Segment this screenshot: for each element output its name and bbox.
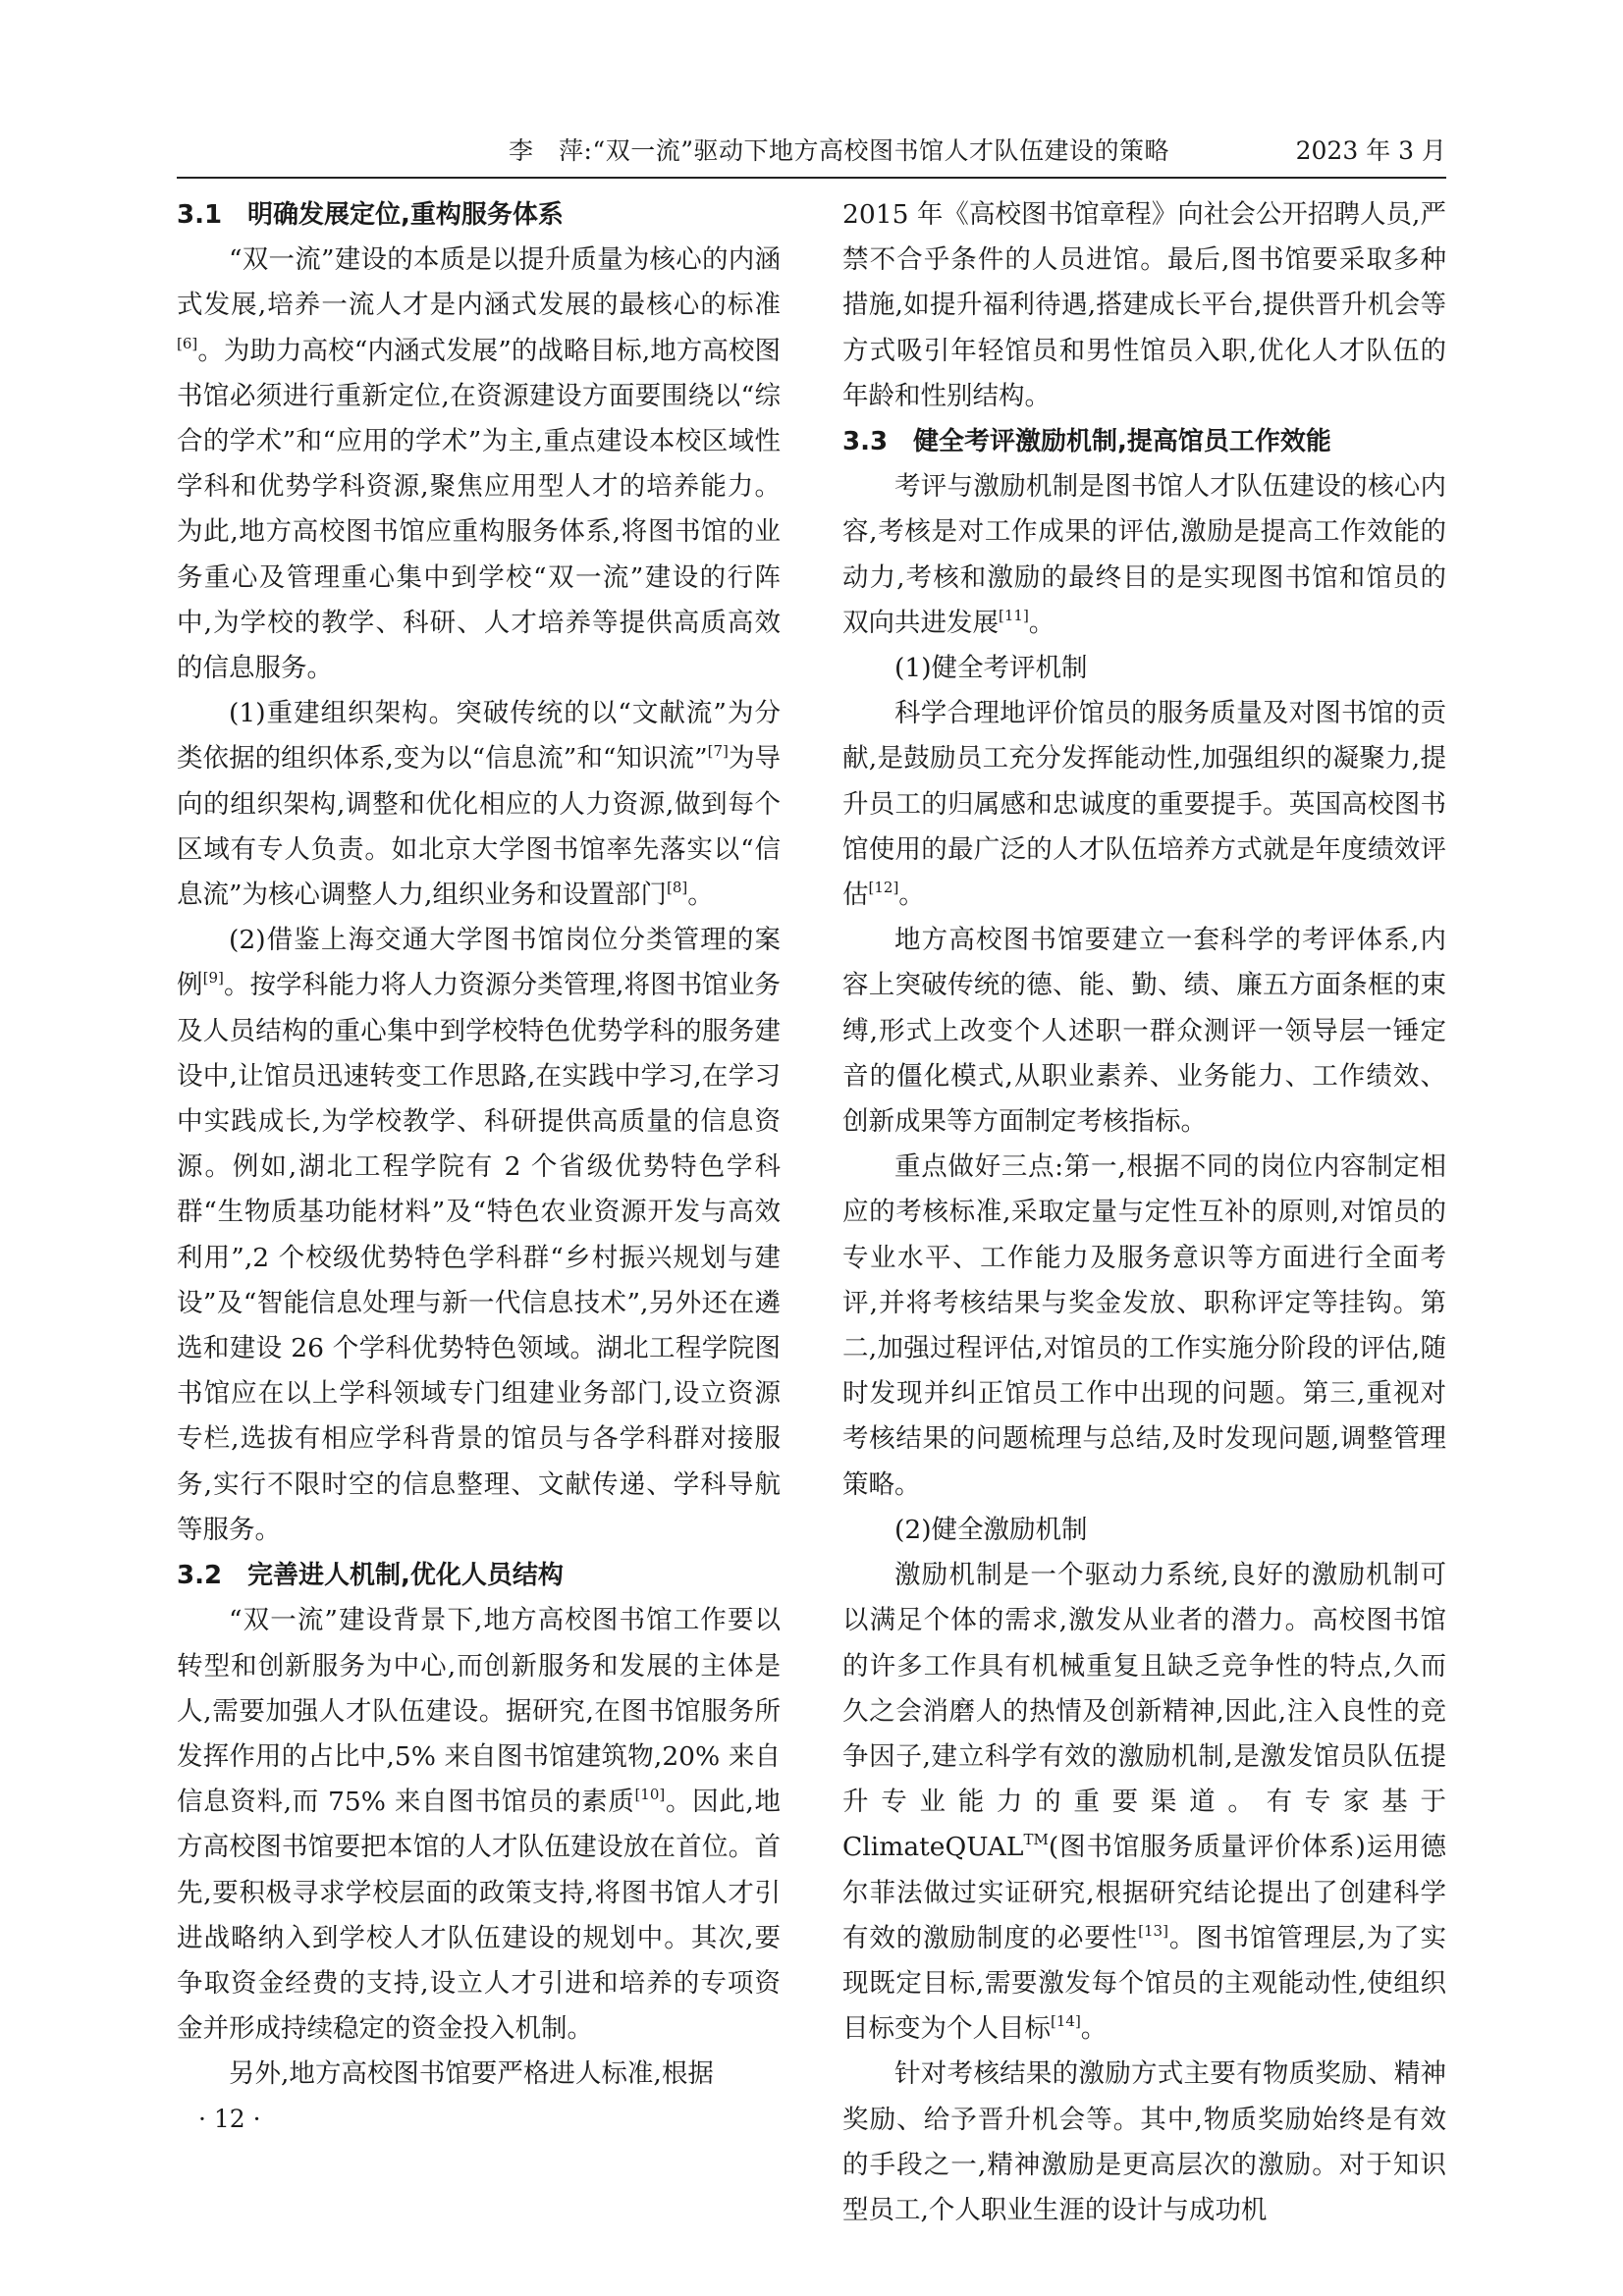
text: (图书馆服务质量评价体系)运用德尔菲法做过实证研究,根据研究结论提出了创建科学有效的激励制度的必要性 xyxy=(842,1832,1446,1953)
subheading: (1)健全考评机制 xyxy=(894,653,1088,684)
text: 。 xyxy=(898,880,925,911)
section-title: 健全考评激励机制,提高馆员工作效能 xyxy=(913,427,1331,457)
paragraph xyxy=(177,1598,781,2052)
paragraph xyxy=(177,238,781,691)
text: (2)借鉴上海交通大学图书馆岗位分类管理的案例 xyxy=(177,925,781,1001)
page-number: · 12 · xyxy=(198,2105,261,2133)
citation: [9] xyxy=(202,969,224,988)
text: 科学合理地评价馆员的服务质量及对图书馆的贡献,是鼓励员工充分发挥能动性,加强组织的凝聚力,提升员工的归属感和忠诚度的重要提手。英国高校图书馆使用的最广泛的人才队伍培养方式就是年度绩效评估 xyxy=(842,698,1446,911)
paragraph: 重点做好三点:第一,根据不同的岗位内容制定相应的考核标准,采取定量与定性互补的原则,对馆员的专业水平、工作能力及服务意识等方面进行全面考评,并将考核结果与奖金发放、职称评定等挂钩。第二,加强过程评估,对馆员的工作实施分阶段的评估,随时发现并纠正馆员工作中出现的问题。第三,重视对考核结果的问题梳理与总结,及时发现问题,调整管理策略。 xyxy=(842,1151,1446,1500)
issue-date: 2023 年 3 月 xyxy=(1295,136,1446,165)
paragraph: 2015 年《高校图书馆章程》向社会公开招聘人员,严禁不合乎条件的人员进馆。最后,图书馆要采取多种措施,如提升福利待遇,搭建成长平台,提供晋升机会等方式吸引年轻馆员和男性馆员入职,优化人才队伍的年龄和性别结构。 xyxy=(842,199,1446,411)
text: 。 xyxy=(1028,607,1055,638)
citation: [14] xyxy=(1051,2012,1081,2031)
section-heading-3-1 xyxy=(177,192,781,238)
text: “双一流”建设的本质是以提升质量为核心的内涵式发展,培养一流人才是内涵式发展的最核心的标准 xyxy=(177,244,781,321)
paragraph xyxy=(842,1553,1446,2052)
citation: [11] xyxy=(999,606,1029,624)
text: (1)重建组织架构。突破传统的以“文献流”为分类依据的组织体系,变为以“信息流”和“知识流” xyxy=(177,698,781,774)
text: “双一流”建设背景下,地方高校图书馆工作要以转型和创新服务为中心,而创新服务和发展的主体是人,需要加强人才队伍建设。据研究,在图书馆服务所发挥作用的占比中,5% 来自图书馆建筑物,20% 来自信息资料,而 75% 来自图书馆员的素质 xyxy=(177,1605,781,1818)
text: 为导向的组织架构,调整和优化相应的人力资源,做到每个区域有专人负责。如北京大学图书馆率先落实以“信息流”为核心调整人力,组织业务和设置部门 xyxy=(177,743,781,911)
text: 。为助力高校“内涵式发展”的战略目标,地方高校图书馆必须进行重新定位,在资源建设方面要围绕以“综合的学术”和“应用的学术”为主,重点建设本校区域性学科和优势学科资源,聚焦应用型人才的培养能力。为此,地方高校图书馆应重构服务体系,将图书馆的业务重心及管理重心集中到学校“双一流”建设的行阵中,为学校的教学、科研、人才培养等提供高质高效的信息服务。 xyxy=(177,335,781,684)
text: 。因此,地方高校图书馆要把本馆的人才队伍建设放在首位。首先,要积极寻求学校层面的政策支持,将图书馆人才引进战略纳入到学校人才队伍建设的规划中。其次,要争取资金经费的支持,设立人才引进和培养的专项资金并形成持续稳定的资金投入机制。 xyxy=(177,1787,781,2045)
text: 。 xyxy=(687,880,714,911)
section-title: 完善进人机制,优化人员结构 xyxy=(247,1561,564,1591)
text: 考评与激励机制是图书馆人才队伍建设的核心内容,考核是对工作成果的评估,激励是提高工作效能的动力,考核和激励的最终目的是实现图书馆和馆员的双向共进发展 xyxy=(842,471,1446,638)
citation: [10] xyxy=(634,1786,666,1804)
paragraph xyxy=(842,691,1446,918)
citation: [12] xyxy=(868,879,899,897)
paragraph: 另外,地方高校图书馆要严格进人标准,根据 xyxy=(229,2058,714,2090)
section-heading-3-3 xyxy=(842,419,1446,464)
subheading: (2)健全激励机制 xyxy=(894,1514,1088,1545)
section-number: 3.2 xyxy=(177,1561,223,1591)
trademark: TM xyxy=(1023,1831,1049,1849)
citation: [7] xyxy=(707,742,729,761)
paragraph xyxy=(842,464,1446,646)
left-column xyxy=(177,192,781,2098)
paragraph: 针对考核结果的激励方式主要有物质奖励、精神奖励、给予晋升机会等。其中,物质奖励始终是有效的手段之一,精神激励是更高层次的激励。对于知识型员工,个人职业生涯的设计与成功机 xyxy=(842,2058,1446,2225)
running-title: 李 萍:“双一流”驱动下地方高校图书馆人才队伍建设的策略 xyxy=(509,136,1169,165)
paragraph xyxy=(177,918,781,1553)
citation: [8] xyxy=(666,879,688,897)
paragraph xyxy=(177,691,781,918)
section-heading-3-2 xyxy=(177,1553,781,1598)
section-title: 明确发展定位,重构服务体系 xyxy=(247,200,564,230)
section-number: 3.1 xyxy=(177,200,223,230)
text: 。图书馆管理层,为了实现既定目标,需要激发每个馆员的主观能动性,使组织目标变为个人目标 xyxy=(842,1922,1446,2045)
text: 。按学科能力将人力资源分类管理,将图书馆业务及人员结构的重心集中到学校特色优势学科的服务建设中,让馆员迅速转变工作思路,在实践中学习,在学习中实践成长,为学校教学、科研提供高质量的信息资源。例如,湖北工程学院有 2 个省级优势特色学科群“生物质基功能材料”及“特色农业资源开发与高效利用”,2 个校级优势特色学科群“乡村振兴规划与建设”及“智能信息处理与新一代信息技术”,另外还在遴选和建设 26 个学科优势特色领域。湖北工程学院图书馆应在以上学科领域专门组建业务部门,设立资源专栏,选拔有相应学科背景的馆员与各学科群对接服务,实行不限时空的信息整理、文献传递、学科导航等服务。 xyxy=(177,970,781,1545)
citation: [6] xyxy=(177,334,198,352)
right-column xyxy=(842,192,1446,2233)
text: 。 xyxy=(1080,2013,1108,2045)
text: 激励机制是一个驱动力系统,良好的激励机制可以满足个体的需求,激发从业者的潜力。高校图书馆的许多工作具有机械重复且缺乏竞争性的特点,久而久之会消磨人的热情及创新精神,因此,注入良性的竞争因子,建立科学有效的激励机制,是激发馆员队伍提升专业能力的重要渠道。有专家基于 ClimateQUAL xyxy=(842,1560,1446,1863)
paragraph: 地方高校图书馆要建立一套科学的考评体系,内容上突破传统的德、能、勤、绩、廉五方面条框的束缚,形式上改变个人述职一群众测评一领导层一锤定音的僵化模式,从职业素养、业务能力、工作绩效、创新成果等方面制定考核指标。 xyxy=(842,925,1446,1138)
citation: [13] xyxy=(1138,1921,1168,1940)
running-header xyxy=(177,133,1446,179)
section-number: 3.3 xyxy=(842,427,889,457)
